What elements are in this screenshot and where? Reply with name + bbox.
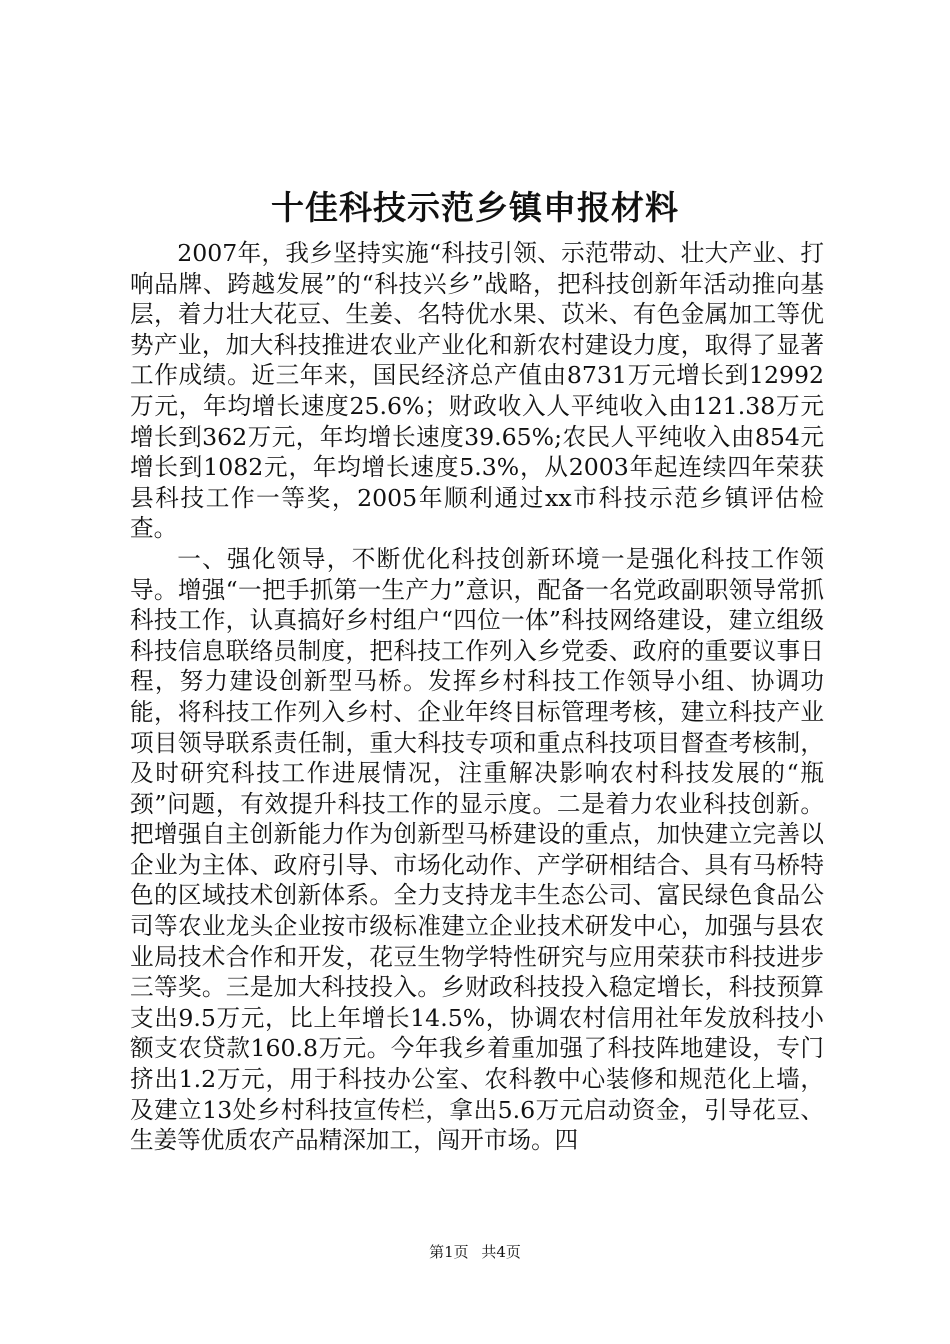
page-footer <box>0 1242 950 1262</box>
document-title: 十佳科技示范乡镇申报材料 <box>271 188 679 227</box>
page-number: 第1页 <box>429 1243 469 1261</box>
paragraph-intro: 2007年，我乡坚持实施“科技引领、示范带动、壮大产业、打响品牌、跨越发展”的“科技兴乡”战略，把科技创新年活动推向基层，着力壮大花豆、生姜、名特优水果、苡米、有色金属加工等优势产业，加大科技推进农业产业化和新农村建设力度，取得了显著工作成绩。近三年来，国民经济总产值由8731万元增长到12992万元，年均增长速度25.6%；财政收入人平纯收入由121.38万元增长到362万元，年均增长速度39.65%;农民人平纯收入由854元增长到1082元，年均增长速度5.3%，从2003年起连续四年荣获县科技工作一等奖，2005年顺利通过xx市科技示范乡镇评估检查。 <box>130 239 824 543</box>
document-body <box>130 238 824 1156</box>
paragraph-section-1: 一、强化领导，不断优化科技创新环境一是强化科技工作领导。增强“一把手抓第一生产力”意识，配备一名党政副职领导常抓科技工作，认真搞好乡村组户“四位一体”科技网络建设，建立组级科技信息联络员制度，把科技工作列入乡党委、政府的重要议事日程，努力建设创新型马桥。发挥乡村科技工作领导小组、协调功能，将科技工作列入乡村、企业年终目标管理考核，建立科技产业项目领导联系责任制，重大科技专项和重点科技项目督查考核制，及时研究科技工作进展情况，注重解决影响农村科技发展的“瓶颈”问题，有效提升科技工作的显示度。二是着力农业科技创新。把增强自主创新能力作为创新型马桥建设的重点，加快建立完善以企业为主体、政府引导、市场化动作、产学研相结合、具有马桥特色的区域技术创新体系。全力支持龙丰生态公司、富民绿色食品公司等农业龙头企业按市级标准建立企业技术研发中心，加强与县农业局技术合作和开发，花豆生物学特性研究与应用荣获市科技进步三等奖。三是加大科技投入。乡财政科技投入稳定增长，科技预算支出9.5万元，比上年增长14.5%，协调农村信用社年发放科技小额支农贷款160.8万元。今年我乡着重加强了科技阵地建设，专门挤出1.2万元，用于科技办公室、农科教中心装修和规范化上墙，及建立13处乡村科技宣传栏，拿出5.6万元启动资金，引导花豆、生姜等优质农产品精深加工，闯开市场。四 <box>130 544 824 1155</box>
page-total: 共4页 <box>481 1243 521 1261</box>
